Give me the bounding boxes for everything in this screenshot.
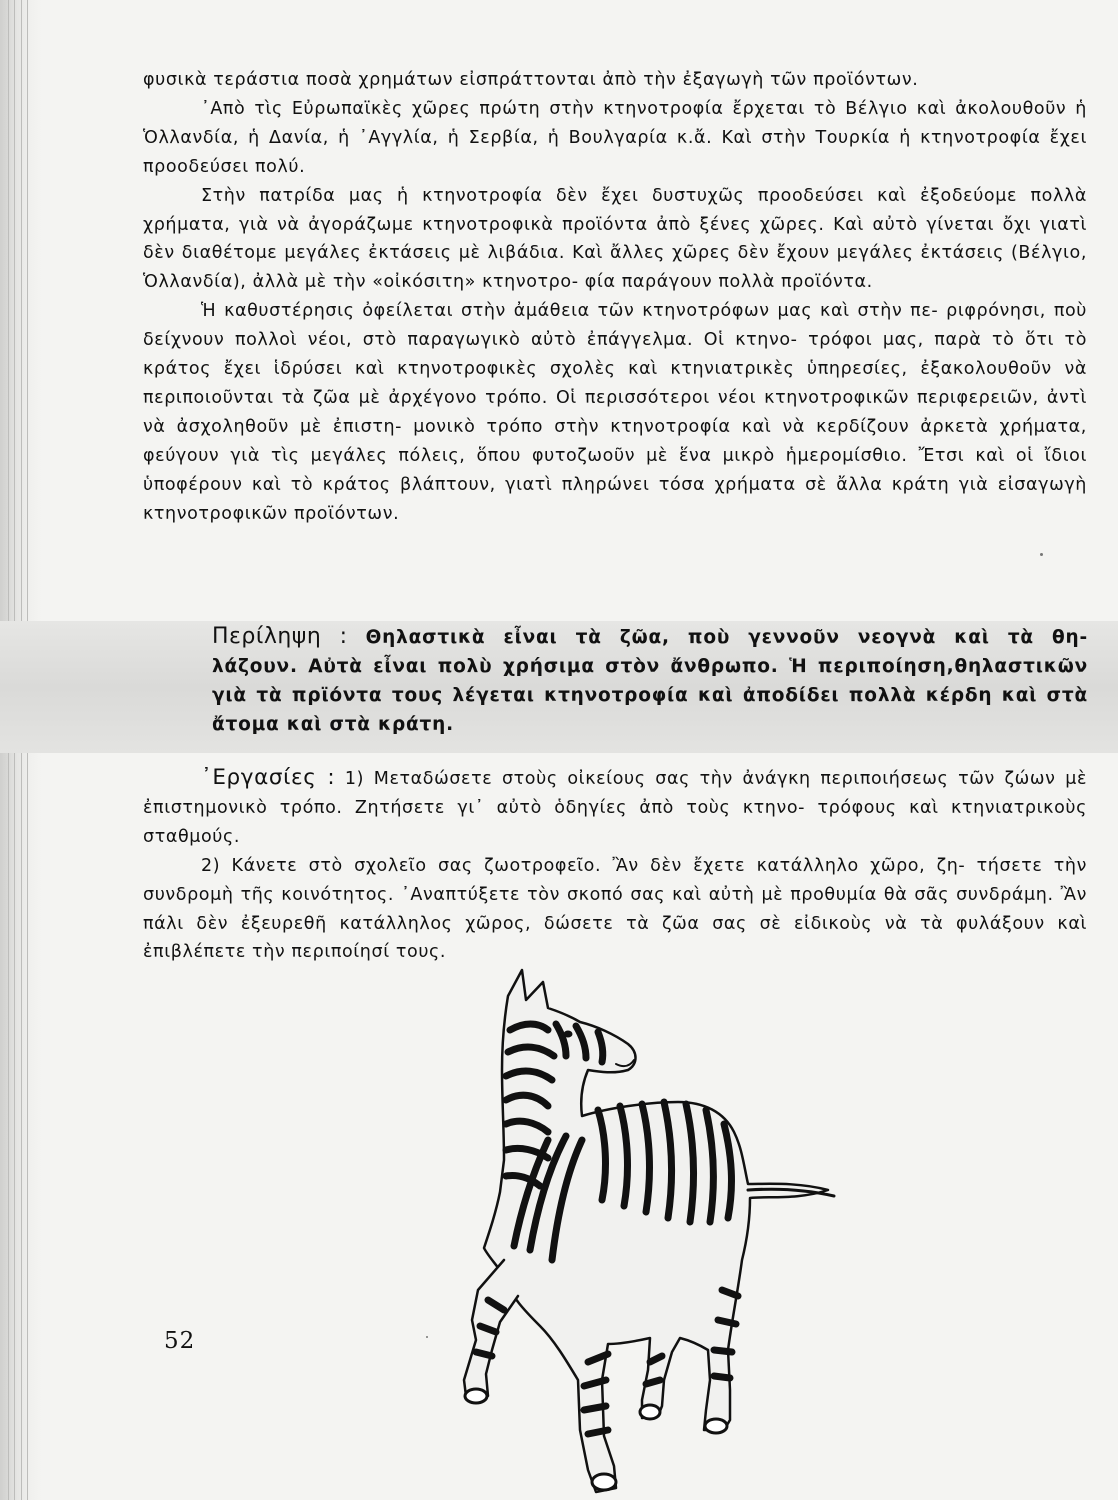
tasks-label: ᾿Εργασίες : [201, 765, 336, 790]
text-line: αὐτὸ γίνεται ὄχι γιατὶ δὲν διαθέτομε μεγάλες ἐκτάσεις μὲ λιβάδια. Καὶ ἄλλες χῶρες [143, 214, 1087, 264]
text-line: μονικὸ τρόπο στὴν κτηνοτροφία καὶ νὰ κερδίζουν ἀρκετὰ χρήματα, φεύγουν γιὰ τὶς [143, 416, 1087, 466]
text-line: ὑποφέρουν καὶ τὸ κράτος βλάπτουν, γιατὶ πληρώνει τόσα χρήματα σὲ ἄλλα κράτη [143, 474, 950, 495]
ink-speck [426, 1336, 428, 1338]
task-line: τήσετε τὴν συνδρομὴ τῆς κοινότητος. ᾿Αναπτύξετε τὸν σκοπό σας καὶ αὐτὴ μὲ [143, 855, 1087, 905]
text-line: τρόφοι μας, παρὰ τὸ ὅτι τὸ κράτος ἔχει ἱδρύσει καὶ κτηνοτροφικὲς σχολὲς καὶ [143, 330, 1087, 380]
text-line: ἀκολουθοῦν ἡ Ὁλλανδία, ἡ Δανία, ἡ ᾿Αγγλία, ἡ Σερβία, ἡ Βουλγαρία κ.ἄ. Καὶ στὴν [143, 98, 1087, 148]
text-line: Τουρκία ἡ κτηνοτροφία ἔχει προοδεύσει πολύ. [143, 127, 1087, 177]
summary-line [212, 622, 1088, 652]
task-line: ζῶα σας σὲ εἰδικοὺς νὰ τὰ φυλάξουν καὶ ἐπιβλέπετε τὴν περιποίησί τους. [143, 913, 1087, 963]
text-line: ᾿Απὸ τὶς Εὐρωπαϊκὲς χῶρες πρώτη στὴν κτηνοτροφία ἔρχεται τὸ Βέλγιο καὶ [201, 98, 947, 119]
summary-label: Περίληψη : [212, 624, 348, 649]
summary-line: γιὰ τὰ πρϊόντα τους λέγεται κτηνοτροφία καὶ ἀποδίδει πολλὰ κέρδη καὶ στὰ [212, 685, 1088, 706]
paragraph-homeland [143, 182, 1087, 298]
task-item-2 [143, 852, 1087, 968]
main-text [143, 66, 1087, 529]
summary-text: Θηλαστικὰ εἶναι τὰ ζῶα, ποὺ γεννοῦν νεογνὰ καὶ τὰ θη- [365, 627, 1088, 648]
text-line: φία παράγουν πολλὰ προϊόντα. [584, 272, 873, 293]
text-line: Στὴν πατρίδα μας ἡ κτηνοτροφία δὲν ἔχει δυστυχῶς προοδεύσει καὶ ἐξοδεύομε [201, 185, 1018, 206]
text-line: ριφρόνησι, ποὺ δείχνουν πολλοὶ νέοι, στὸ παραγωγικὸ αὐτὸ ἐπάγγελμα. Οἱ κτηνο- [143, 301, 1087, 351]
text-line: μεγάλες πόλεις, ὅπου φυτοζωοῦν μὲ ἕνα μικρὸ ἡμερομίσθιο. Ἔτσι καὶ οἱ ἴδιοι [310, 445, 1087, 466]
paragraph-european-countries [143, 95, 1087, 182]
task-line: 1) Μεταδώσετε στοὺς οἰκείους σας τὴν ἀνάγκη περιποιήσεως [344, 769, 949, 789]
task-line: τῶν ζώων μὲ ἐπιστημονικὸ τρόπο. Ζητήσετε γι᾿ αὐτὸ ὁδηγίες ἀπὸ τοὺς κτηνο- [143, 769, 1087, 818]
page-number: 52 [164, 1328, 196, 1354]
task-line: 2) Κάνετε στὸ σχολεῖο σας ζωοτροφεῖο. Ἂν δὲν ἔχετε κατάλληλο χῶρο, ζη- [201, 855, 966, 876]
text-line: γιὰ εἰσαγωγὴ κτηνοτροφικῶν προϊόντων. [143, 474, 1087, 524]
text-line: κτηνιατρικὲς ὑπηρεσίες, ἐξακολουθοῦν νὰ περιποιοῦνται τὰ ζῶα μὲ ἀρχέγονο τρόπο. [143, 359, 1087, 408]
task-line: προθυμία θὰ σᾶς συνδράμη. Ἂν πάλι δὲν ἐξευρεθῆ κατάλληλος χῶρος, δώσετε τὰ [143, 884, 1087, 934]
zebra-illustration [448, 960, 848, 1500]
text-line: Οἱ περισσότεροι νέοι κτηνοτροφικῶν περιφερειῶν, ἀντὶ νὰ ἀσχοληθοῦν μὲ ἐπιστη- [143, 387, 1087, 437]
task-line: τρόφους καὶ κτηνιατρικοὺς σταθμούς. [143, 797, 1087, 847]
text-line: πολλὰ χρήματα, γιὰ νὰ ἀγοράζωμε κτηνοτροφικὰ προϊόντα ἀπὸ ξένες χῶρες. Καὶ [143, 185, 1087, 235]
text-line: φυσικὰ τεράστια ποσὰ χρημάτων εἰσπράττονται ἀπὸ τὴν ἐξαγωγὴ τῶν προϊόντων. [143, 70, 919, 90]
text-line: δὲν ἔχουν μεγάλες ἐκτάσεις (Βέλγιο, Ὁλλανδία), ἀλλὰ μὲ τὴν «οἰκόσιτη» κτηνοτρο- [143, 243, 1087, 293]
paragraph-continuation [143, 66, 1087, 95]
text-line: Ἡ καθυστέρησις ὀφείλεται στὴν ἀμάθεια τῶν κτηνοτρόφων μας καὶ στὴν πε- [201, 301, 939, 322]
ink-speck [1040, 553, 1043, 556]
summary-line: ἄτομα καὶ στὰ κράτη. [212, 714, 454, 735]
summary-box [212, 622, 1088, 739]
zebra-icon [464, 970, 834, 1492]
summary-line: λάζουν. Αὐτὰ εἶναι πολὺ χρήσιμα στὸν ἄνθρωπο. Ἡ περιποίηση,θηλαστικῶν [212, 656, 1088, 677]
paragraph-delay [143, 297, 1087, 528]
task-item-1 [143, 764, 1087, 852]
tasks-section [143, 764, 1087, 967]
